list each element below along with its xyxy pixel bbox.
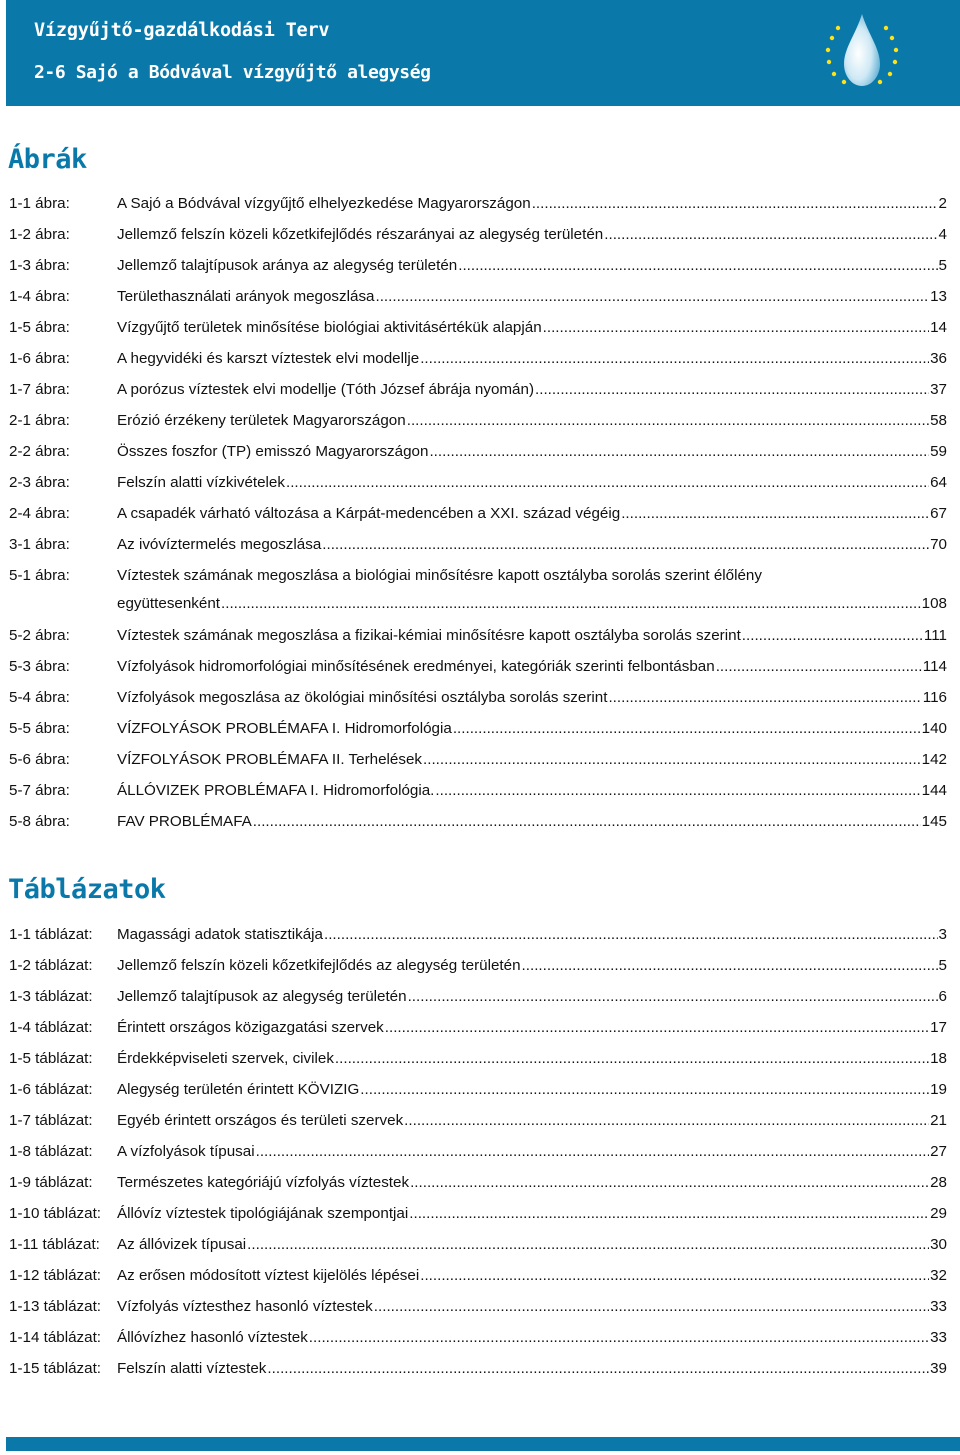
dot-leader [408,988,938,1006]
figures-list [9,195,947,844]
page-number: 144 [921,782,947,799]
entry-label: 1-9 táblázat: [9,1174,93,1191]
document-subtitle: 2-6 Sajó a Bódvával vízgyűjtő alegység [34,62,431,83]
dot-leader [532,195,938,213]
figure-entry[interactable] [9,257,947,288]
dot-leader [286,474,929,492]
entry-title: VÍZFOLYÁSOK PROBLÉMAFA I. Hidromorfológia [117,720,452,737]
page-number: 33 [930,1298,947,1315]
dot-leader [429,443,929,461]
dot-leader [360,1081,929,1099]
entry-label: 1-8 táblázat: [9,1143,93,1160]
page-number: 5 [938,957,947,974]
entry-title: Jellemző felszín közeli kőzetkifejlődés az alegység területén [117,957,521,974]
table-entry[interactable] [9,1329,947,1360]
entry-label: 1-12 táblázat: [9,1267,102,1284]
entry-label: 1-5 ábra: [9,319,70,336]
page-number: 13 [930,288,947,305]
page-number: 3 [938,926,947,943]
entry-label: 3-1 ábra: [9,536,70,553]
figure-entry[interactable] [9,350,947,381]
table-entry[interactable] [9,926,947,957]
page-number: 4 [938,226,947,243]
dot-leader [256,1143,929,1161]
dot-leader [742,627,923,645]
dot-leader [543,319,929,337]
page-number: 59 [930,443,947,460]
dot-leader [716,658,922,676]
page-number: 145 [921,813,947,830]
entry-title: A porózus víztestek elvi modellje (Tóth József ábrája nyomán) [117,381,535,398]
figure-entry[interactable] [9,813,947,844]
entry-title-continued: együttesenként [117,595,221,612]
entry-title: Erózió érzékeny területek Magyarországon [117,412,406,429]
dot-leader [375,288,929,306]
entry-label: 1-14 táblázat: [9,1329,102,1346]
entry-title: Az ivóvíztermelés megoszlása [117,536,322,553]
dot-leader [267,1360,929,1378]
page-number: 37 [930,381,947,398]
entry-label: 1-13 táblázat: [9,1298,102,1315]
entry-title: Érdekképviseleti szervek, civilek [117,1050,334,1067]
footer-bar [6,1437,960,1451]
dot-leader [407,412,929,430]
dot-leader [247,1236,929,1254]
entry-label: 1-2 ábra: [9,226,70,243]
figure-entry[interactable] [9,751,947,782]
dot-leader [435,782,920,800]
table-entry[interactable] [9,1205,947,1236]
dot-leader [423,751,921,769]
entry-title: Állóvízhez hasonló víztestek [117,1329,308,1346]
entry-label: 1-6 táblázat: [9,1081,93,1098]
table-entry[interactable] [9,1081,947,1112]
entry-title: FAV PROBLÉMAFA [117,813,252,830]
dot-leader [335,1050,929,1068]
page-number: 70 [930,536,947,553]
page-number: 39 [930,1360,947,1377]
figure-entry[interactable] [9,782,947,813]
page-number: 14 [930,319,947,336]
entry-title: Alegység területén érintett KÖVIZIG [117,1081,360,1098]
entry-label: 5-8 ábra: [9,813,70,830]
entry-label: 5-3 ábra: [9,658,70,675]
figure-entry[interactable] [9,195,947,226]
entry-title: Vízgyűjtő területek minősítése biológiai aktivitásértékük alapján [117,319,542,336]
entry-title: Területhasználati arányok megoszlása [117,288,375,305]
figure-entry[interactable] [9,567,947,627]
page-number: 67 [930,505,947,522]
entry-title: ÁLLÓVIZEK PROBLÉMAFA I. Hidromorfológia. [117,782,435,799]
entry-label: 1-7 táblázat: [9,1112,93,1129]
entry-label: 1-10 táblázat: [9,1205,102,1222]
entry-title: A vízfolyások típusai [117,1143,255,1160]
page-number: 114 [922,658,947,675]
header-banner [6,0,960,106]
entry-label: 1-1 táblázat: [9,926,93,943]
entry-label: 5-7 ábra: [9,782,70,799]
page-number: 58 [930,412,947,429]
figure-entry[interactable] [9,658,947,689]
figure-entry[interactable] [9,689,947,720]
entry-title: Egyéb érintett országos és területi szervek [117,1112,404,1129]
entry-label: 1-1 ábra: [9,195,70,212]
entry-label: 1-3 ábra: [9,257,70,274]
dot-leader [324,926,938,944]
table-entry[interactable] [9,1360,947,1391]
dot-leader [453,720,921,738]
figure-entry[interactable] [9,505,947,536]
table-entry[interactable] [9,988,947,1019]
table-entry[interactable] [9,1236,947,1267]
page-number: 21 [930,1112,947,1129]
document-title: Vízgyűjtő-gazdálkodási Terv [34,20,330,41]
figure-entry[interactable] [9,720,947,751]
entry-title: Víztestek számának megoszlása a biológiai minősítésre kapott osztályba sorolás szerint élőlény [117,567,762,584]
dot-leader [309,1329,929,1347]
figure-entry[interactable] [9,288,947,319]
entry-title: Jellemző felszín közeli kőzetkifejlődés részarányai az alegység területén [117,226,604,243]
dot-leader [410,1174,929,1192]
page-number: 5 [938,257,947,274]
entry-title: Vízfolyás víztesthez hasonló víztestek [117,1298,373,1315]
entry-title: Magassági adatok statisztikája [117,926,323,943]
page-number: 140 [921,720,947,737]
table-entry[interactable] [9,1019,947,1050]
dot-leader [535,381,929,399]
entry-title: VÍZFOLYÁSOK PROBLÉMAFA II. Terhelések [117,751,422,768]
entry-title: Állóvíz víztestek tipológiájának szempontjai [117,1205,409,1222]
figure-entry[interactable] [9,474,947,505]
figure-entry[interactable] [9,627,947,658]
entry-title: Vízfolyások megoszlása az ökológiai minősítési osztályba sorolás szerint [117,689,608,706]
entry-label: 1-4 táblázat: [9,1019,93,1036]
dot-leader [420,350,929,368]
entry-title: Felszín alatti vízkivételek [117,474,285,491]
eu-water-drop-logo-icon [820,8,904,92]
page-number: 32 [930,1267,947,1284]
figure-entry[interactable] [9,226,947,257]
entry-title: Víztestek számának megoszlása a fizikai-kémiai minősítésre kapott osztályba sorolás szerint [117,627,741,644]
page-number: 29 [930,1205,947,1222]
entry-title: A hegyvidéki és karszt víztestek elvi modellje [117,350,420,367]
entry-label: 2-1 ábra: [9,412,70,429]
entry-label: 1-7 ábra: [9,381,70,398]
table-entry[interactable] [9,1112,947,1143]
entry-label: 1-2 táblázat: [9,957,93,974]
entry-label: 1-15 táblázat: [9,1360,102,1377]
entry-label: 1-4 ábra: [9,288,70,305]
dot-leader [458,257,937,275]
page-number: 17 [930,1019,947,1036]
entry-title: Érintett országos közigazgatási szervek [117,1019,384,1036]
dot-leader [253,813,921,831]
table-entry[interactable] [9,957,947,988]
page-number: 36 [930,350,947,367]
entry-title: Az állóvizek típusai [117,1236,247,1253]
page-number: 28 [930,1174,947,1191]
entry-title: A csapadék várható változása a Kárpát-medencében a XXI. század végéig [117,505,621,522]
page-number: 30 [930,1236,947,1253]
dot-leader [221,595,921,613]
figure-entry[interactable] [9,319,947,350]
tables-list [9,926,947,1391]
figures-heading: Ábrák [8,144,87,175]
page-number: 18 [930,1050,947,1067]
entry-label: 1-3 táblázat: [9,988,93,1005]
entry-label: 1-6 ábra: [9,350,70,367]
page-number: 108 [921,595,947,612]
figure-entry[interactable] [9,536,947,567]
dot-leader [322,536,929,554]
entry-label: 1-11 táblázat: [9,1236,100,1253]
entry-title: Az erősen módosított víztest kijelölés lépései [117,1267,420,1284]
entry-title: Természetes kategóriájú vízfolyás víztestek [117,1174,410,1191]
page-number: 2 [938,195,947,212]
page-number: 33 [930,1329,947,1346]
page-number: 27 [930,1143,947,1160]
dot-leader [385,1019,929,1037]
page-number: 116 [922,689,947,706]
page-number: 19 [930,1081,947,1098]
entry-title: Vízfolyások hidromorfológiai minősítésének eredményei, kategóriák szerinti felbontásban [117,658,715,675]
entry-label: 1-5 táblázat: [9,1050,93,1067]
dot-leader [420,1267,929,1285]
dot-leader [621,505,929,523]
entry-label: 5-1 ábra: [9,567,70,584]
entry-title: Jellemző talajtípusok az alegység területén [117,988,407,1005]
figure-entry[interactable] [9,412,947,443]
table-entry[interactable] [9,1298,947,1329]
page-number: 111 [923,627,947,644]
dot-leader [522,957,938,975]
entry-label: 5-2 ábra: [9,627,70,644]
entry-title: Felszín alatti víztestek [117,1360,267,1377]
entry-label: 5-6 ábra: [9,751,70,768]
page-number: 6 [938,988,947,1005]
dot-leader [608,689,921,707]
table-entry[interactable] [9,1143,947,1174]
entry-label: 5-4 ábra: [9,689,70,706]
entry-label: 5-5 ábra: [9,720,70,737]
table-entry[interactable] [9,1267,947,1298]
entry-title: A Sajó a Bódvával vízgyűjtő elhelyezkedése Magyarországon [117,195,531,212]
figure-entry[interactable] [9,381,947,412]
entry-title: Összes foszfor (TP) emisszó Magyarországon [117,443,429,460]
dot-leader [604,226,937,244]
dot-leader [404,1112,929,1130]
entry-label: 2-2 ábra: [9,443,70,460]
figure-entry[interactable] [9,443,947,474]
table-entry[interactable] [9,1174,947,1205]
entry-title: Jellemző talajtípusok aránya az alegység területén [117,257,458,274]
tables-heading: Táblázatok [8,874,166,905]
page-number: 64 [930,474,947,491]
table-entry[interactable] [9,1050,947,1081]
entry-label: 2-3 ábra: [9,474,70,491]
dot-leader [409,1205,929,1223]
entry-label: 2-4 ábra: [9,505,70,522]
page-number: 142 [921,751,947,768]
dot-leader [374,1298,929,1316]
